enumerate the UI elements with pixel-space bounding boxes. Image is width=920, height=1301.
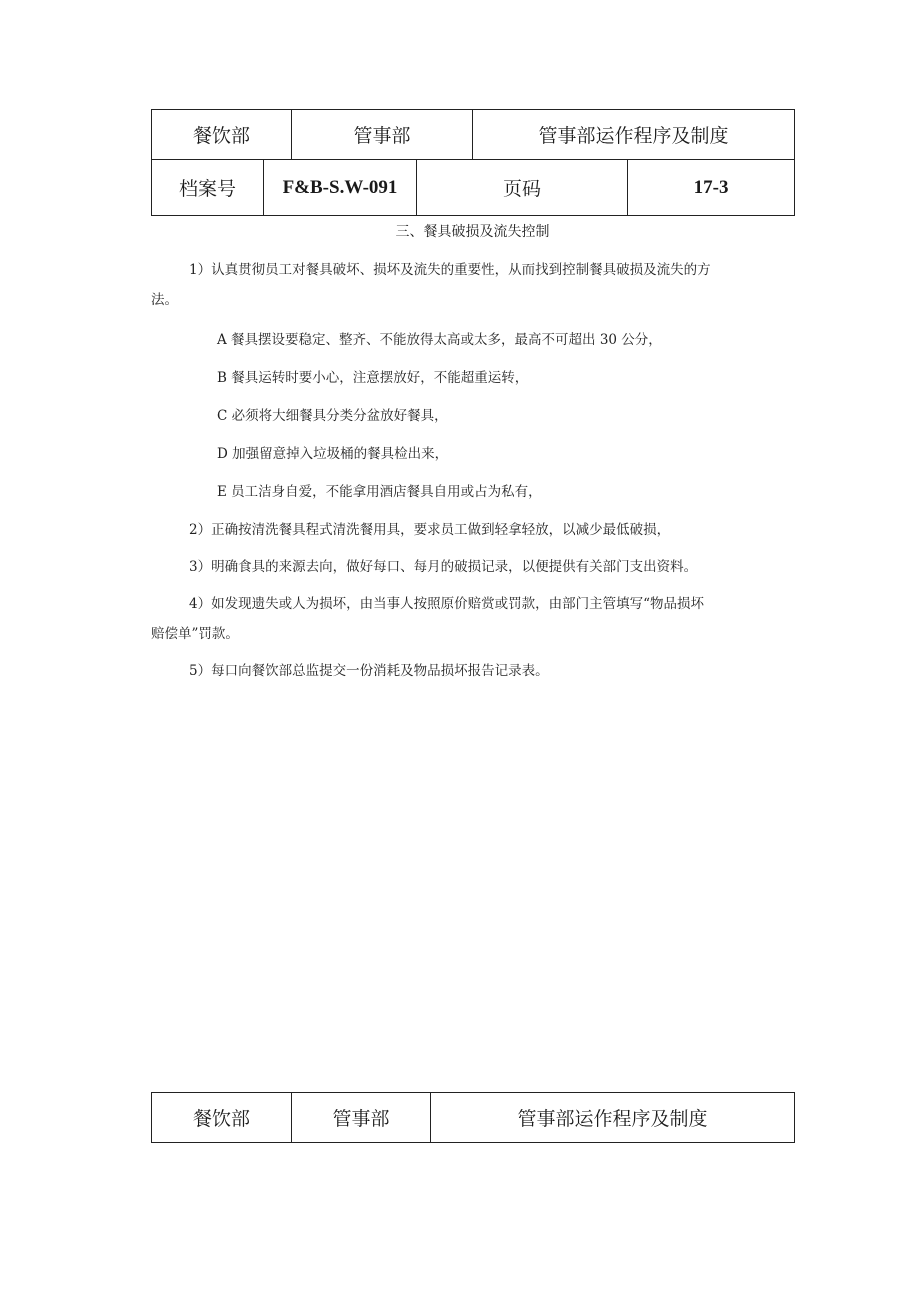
sub-item-d: D 加强留意掉入垃圾桶的餐具检出来， (217, 446, 449, 462)
item-2: 2）正确按清洗餐具程式清洗餐用具，要求员工做到轻拿轻放，以减少最低破损， (189, 522, 671, 538)
item-4-line-1: 4）如发现遗失或人为损坏，由当事人按照原价赔赏或罚款，由部门主管填写“物品损坏 (189, 596, 704, 612)
item-1-line-2: 法。 (151, 292, 178, 308)
item-5: 5）每口向餐饮部总监提交一份消耗及物品损坏报告记录表。 (189, 663, 549, 679)
footer-dept-cell: 餐饮部 (152, 1093, 292, 1143)
document-body (151, 255, 801, 686)
item-4-line-2: 赔偿单”罚款。 (151, 626, 239, 642)
doc-title-cell: 管事部运作程序及制度 (473, 110, 795, 160)
page-label-cell: 页码 (417, 160, 628, 216)
sub-item-b: B 餐具运转时要小心，注意摆放好，不能超重运转， (217, 370, 529, 386)
footer-sub-dept-cell: 管事部 (292, 1093, 431, 1143)
item-3: 3）明确食具的来源去向，做好每口、每月的破损记录，以便提供有关部门支出资料。 (189, 559, 698, 575)
item-1-line-1: 1）认真贯彻员工对餐具破坏、损坏及流失的重要性，从而找到控制餐具破损及流失的方 (189, 262, 711, 278)
file-no-cell: F&B-S.W-091 (264, 160, 417, 216)
dept-cell: 餐饮部 (152, 110, 292, 160)
footer-header-table (151, 1092, 795, 1143)
header-table (151, 109, 795, 216)
section-title: 三、餐具破损及流失控制 (395, 224, 550, 240)
sub-item-a: A 餐具摆设要稳定、整齐、不能放得太高或太多，最高不可超出 30 公分， (217, 332, 662, 348)
file-no-label-cell: 档案号 (152, 160, 264, 216)
footer-doc-title-cell: 管事部运作程序及制度 (431, 1093, 795, 1143)
sub-item-e: E 员工洁身自爱，不能拿用酒店餐具自用或占为私有， (217, 484, 542, 500)
sub-item-c: C 必须将大细餐具分类分盆放好餐具， (217, 408, 448, 424)
page-no-cell: 17-3 (628, 160, 795, 216)
sub-dept-cell: 管事部 (292, 110, 473, 160)
